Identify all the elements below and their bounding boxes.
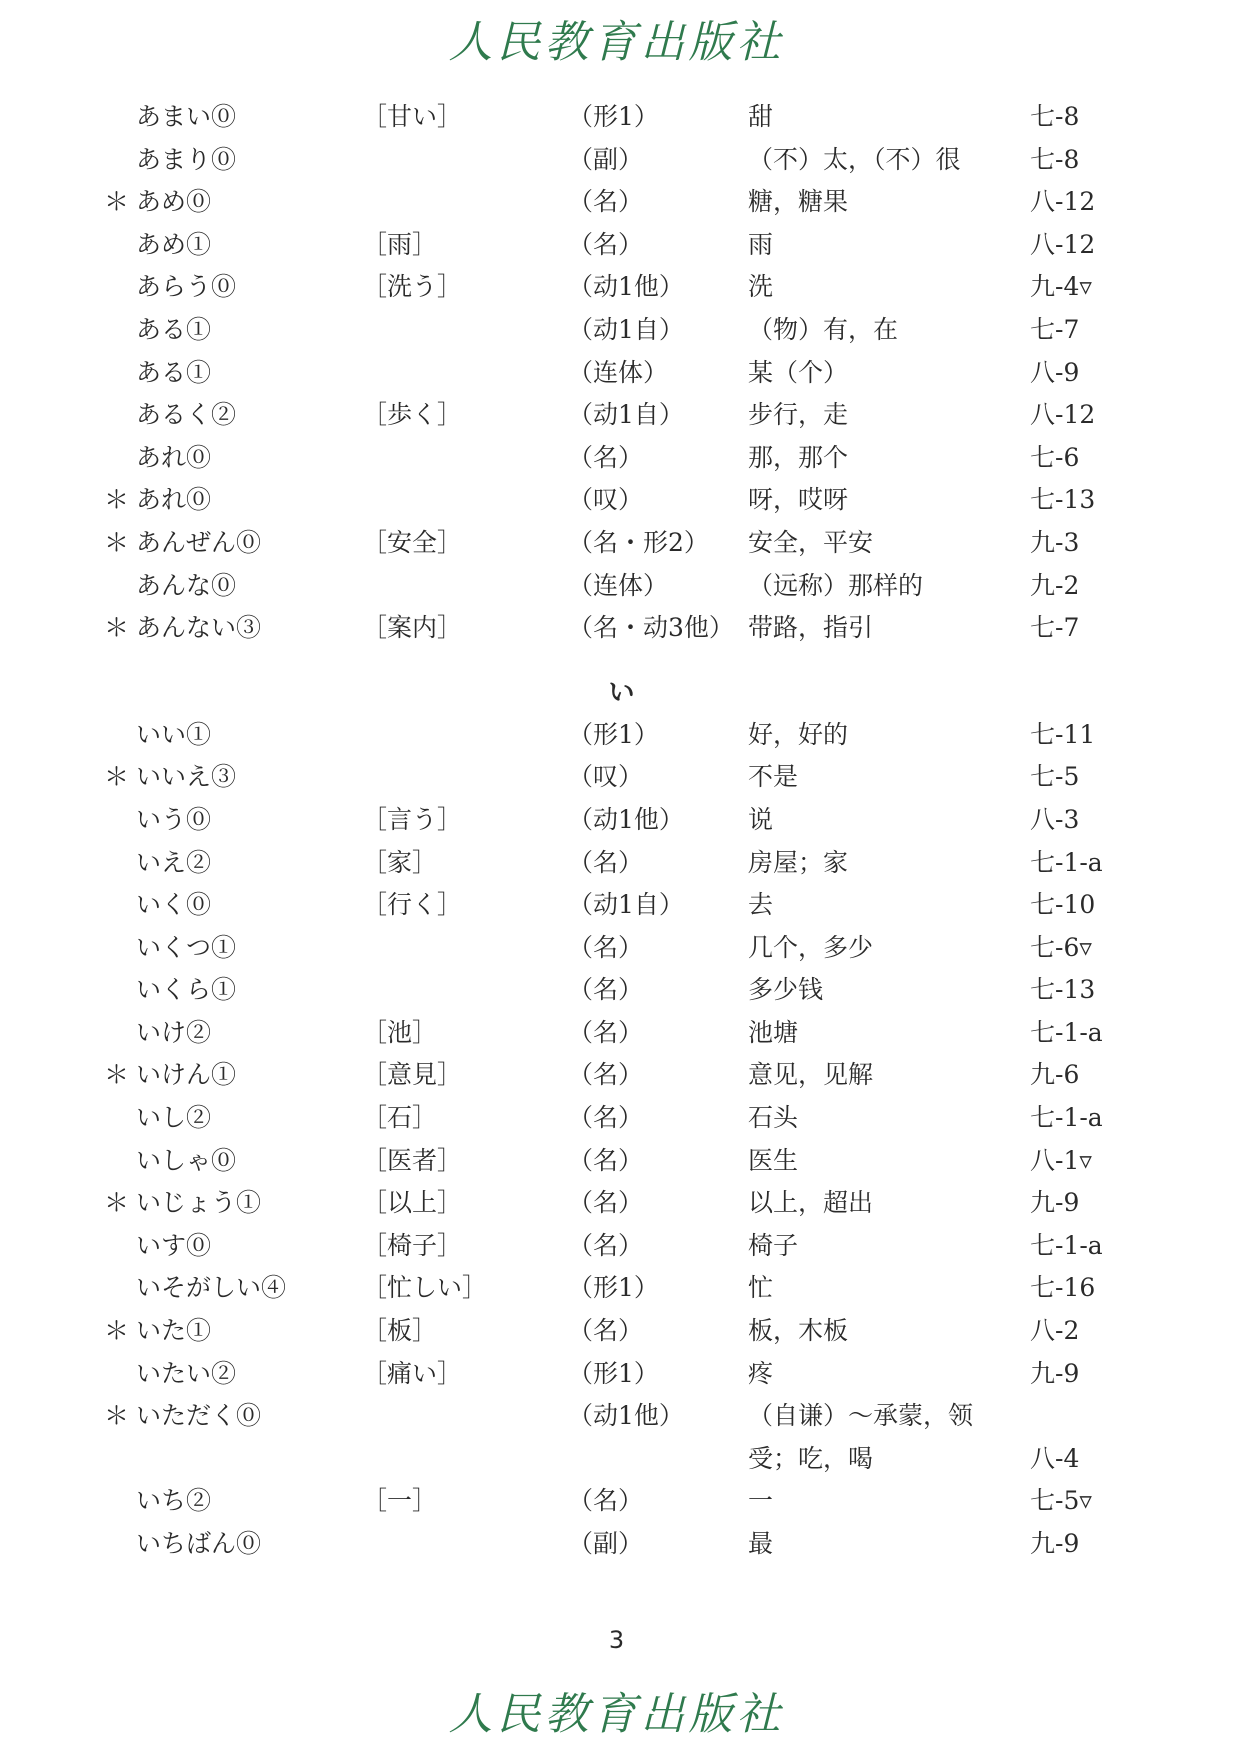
entry-lesson: 九-6 (1030, 1060, 1080, 1090)
entry-lesson: 七-5 (1030, 762, 1080, 792)
entry-meaning: 洗 (748, 272, 774, 302)
entry-meaning: 池塘 (748, 1017, 799, 1047)
entry-part-of-speech: （副） (568, 144, 644, 174)
entry-meaning: 不是 (748, 762, 799, 792)
entry-meaning: 某（个） (748, 357, 849, 387)
entry-kana: あめ① (136, 229, 212, 259)
entry-lesson: 七-7 (1030, 613, 1080, 643)
entry-lesson: 七-1-a (1030, 1103, 1103, 1133)
entry-marker: ＊ (104, 762, 130, 792)
entry-kana: ある① (136, 314, 212, 344)
entry-meaning: 呀，哎呀 (748, 485, 849, 515)
entry-lesson: 九-9 (1030, 1358, 1080, 1388)
section-heading-i: い (608, 677, 635, 708)
vocab-row (0, 1353, 1233, 1396)
entry-part-of-speech: （名） (568, 1230, 644, 1260)
entry-part-of-speech: （名） (568, 1103, 644, 1133)
entry-kana: あめ⓪ (136, 187, 212, 217)
entry-lesson: 九-4▿ (1030, 272, 1092, 302)
entry-lesson: 七-6▿ (1030, 932, 1092, 962)
entry-meaning: 好，好的 (748, 719, 849, 749)
vocab-row (0, 1182, 1233, 1225)
entry-kanji: ［板］ (362, 1316, 438, 1346)
entry-kana: あんぜん⓪ (136, 527, 262, 557)
entry-part-of-speech: （形1） (568, 1273, 659, 1303)
entry-kana: いしゃ⓪ (136, 1145, 237, 1175)
entry-meaning: 受；吃，喝 (748, 1443, 874, 1473)
page-number: 3 (608, 1626, 625, 1654)
entry-meaning: 步行，走 (748, 400, 849, 430)
entry-kana: あんな⓪ (136, 570, 237, 600)
entry-lesson: 九-2 (1030, 570, 1080, 600)
entry-meaning: （不）太，（不）很 (748, 144, 961, 174)
vocab-row (0, 1310, 1233, 1353)
entry-kana: いけん① (136, 1060, 237, 1090)
vocab-row (0, 1523, 1233, 1566)
entry-kana: いす⓪ (136, 1230, 212, 1260)
entry-meaning: 石头 (748, 1103, 799, 1133)
entry-marker: ＊ (104, 1060, 130, 1090)
entry-part-of-speech: （名） (568, 442, 644, 472)
vocab-row (0, 181, 1233, 224)
entry-marker: ＊ (104, 613, 130, 643)
entries-a-group (0, 96, 1233, 650)
entry-part-of-speech: （动1自） (568, 314, 684, 344)
entry-kana: いち② (136, 1486, 212, 1516)
entry-lesson: 八-12 (1030, 187, 1096, 217)
entry-lesson: 八-1▿ (1030, 1145, 1092, 1175)
entry-kana: いえ② (136, 847, 212, 877)
entry-kanji: ［歩く］ (362, 400, 463, 430)
vocab-row (0, 969, 1233, 1012)
entry-meaning: 医生 (748, 1145, 799, 1175)
entry-meaning: 多少钱 (748, 975, 824, 1005)
entry-lesson: 七-13 (1030, 485, 1096, 515)
entry-kanji: ［椅子］ (362, 1230, 463, 1260)
entry-part-of-speech: （名） (568, 1060, 644, 1090)
entry-kana: いう⓪ (136, 804, 212, 834)
entry-kanji: ［忙しい］ (362, 1273, 488, 1303)
entry-meaning: 安全，平安 (748, 527, 874, 557)
entry-part-of-speech: （名） (568, 1316, 644, 1346)
entry-kana: いけ② (136, 1017, 212, 1047)
entry-part-of-speech: （动1他） (568, 804, 684, 834)
entry-meaning: （自谦）～承蒙，领 (748, 1401, 974, 1431)
entry-lesson: 七-16 (1030, 1273, 1096, 1303)
entry-kanji: ［意見］ (362, 1060, 463, 1090)
entry-kana: いただく⓪ (136, 1401, 262, 1431)
entry-part-of-speech: （连体） (568, 570, 669, 600)
entry-lesson: 八-12 (1030, 400, 1096, 430)
entry-kana: いくら① (136, 975, 237, 1005)
entry-part-of-speech: （副） (568, 1529, 644, 1558)
entry-part-of-speech: （名） (568, 975, 644, 1005)
entry-kanji: ［雨］ (362, 229, 438, 259)
entry-meaning: 雨 (748, 229, 774, 259)
entry-meaning: （物）有，在 (748, 314, 899, 344)
entry-kanji: ［言う］ (362, 804, 463, 834)
entry-part-of-speech: （名） (568, 187, 644, 217)
entry-lesson: 七-1-a (1030, 1230, 1103, 1260)
entry-part-of-speech: （名） (568, 1145, 644, 1175)
vocab-row (0, 1097, 1233, 1140)
entry-lesson: 八-9 (1030, 357, 1080, 387)
entry-part-of-speech: （形1） (568, 719, 659, 749)
entry-part-of-speech: （连体） (568, 357, 669, 387)
entry-kanji: ［以上］ (362, 1188, 463, 1218)
entry-lesson: 九-3 (1030, 527, 1080, 557)
entry-kanji: ［安全］ (362, 527, 463, 557)
entry-part-of-speech: （动1自） (568, 890, 684, 920)
vocab-row (0, 565, 1233, 608)
entry-part-of-speech: （叹） (568, 485, 644, 515)
entry-lesson: 七-7 (1030, 314, 1080, 344)
entry-kana: あるく② (136, 400, 237, 430)
vocab-row (0, 352, 1233, 395)
vocab-row (0, 309, 1233, 352)
entry-kana: ある① (136, 357, 212, 387)
entry-meaning: 糖，糖果 (748, 187, 849, 217)
vocab-row (0, 927, 1233, 970)
entry-part-of-speech: （形1） (568, 1358, 659, 1388)
entry-lesson: 八-3 (1030, 804, 1080, 834)
entry-kanji: ［石］ (362, 1103, 438, 1133)
vocabulary-list (0, 96, 1233, 1566)
entry-part-of-speech: （名） (568, 1017, 644, 1047)
entry-kana: あまり⓪ (136, 144, 237, 174)
entry-part-of-speech: （动1他） (568, 272, 684, 302)
entry-part-of-speech: （名・形2） (568, 527, 709, 557)
entry-kana: あまい⓪ (136, 102, 237, 131)
entry-lesson: 八-4 (1030, 1443, 1080, 1473)
publisher-logo-bottom: 人民教育出版社 (448, 1689, 785, 1740)
entry-lesson: 七-1-a (1030, 847, 1103, 877)
entry-kana: あらう⓪ (136, 272, 237, 302)
entry-kanji: ［一］ (362, 1486, 438, 1516)
vocab-row (0, 799, 1233, 842)
vocab-row (0, 522, 1233, 565)
entry-kanji: ［甘い］ (362, 102, 463, 131)
entry-part-of-speech: （名） (568, 229, 644, 259)
entry-kanji: ［痛い］ (362, 1358, 463, 1388)
vocab-row (0, 756, 1233, 799)
entry-marker: ＊ (104, 1316, 130, 1346)
vocab-row (0, 714, 1233, 757)
entry-part-of-speech: （名） (568, 932, 644, 962)
entry-meaning: 椅子 (748, 1230, 799, 1260)
entry-meaning: 疼 (748, 1358, 774, 1388)
vocab-row (0, 139, 1233, 182)
entries-i-group (0, 714, 1233, 1566)
vocab-row (0, 1012, 1233, 1055)
entry-meaning: 板，木板 (748, 1316, 849, 1346)
vocab-row (0, 1140, 1233, 1183)
entry-lesson: 七-6 (1030, 442, 1080, 472)
entry-part-of-speech: （形1） (568, 102, 659, 131)
entry-meaning: 甜 (748, 102, 774, 131)
entry-kana: いそがしい④ (136, 1273, 287, 1303)
entry-kanji: ［行く］ (362, 890, 463, 920)
entry-meaning: （远称）那样的 (748, 570, 924, 600)
entry-kana: いい① (136, 719, 212, 749)
entry-marker: ＊ (104, 1401, 130, 1431)
entry-kanji: ［案内］ (362, 613, 463, 643)
vocab-row (0, 1225, 1233, 1268)
entry-kana: いし② (136, 1103, 212, 1133)
vocab-row (0, 1267, 1233, 1310)
vocab-row (0, 394, 1233, 437)
entry-meaning: 带路，指引 (748, 613, 874, 643)
entry-meaning: 房屋；家 (748, 847, 849, 877)
entry-marker: ＊ (104, 187, 130, 217)
entry-part-of-speech: （名） (568, 1486, 644, 1516)
entry-part-of-speech: （动1他） (568, 1401, 684, 1431)
entry-part-of-speech: （名） (568, 1188, 644, 1218)
entry-lesson: 七-5▿ (1030, 1486, 1092, 1516)
entry-meaning: 以上，超出 (748, 1188, 874, 1218)
vocab-row (0, 1395, 1233, 1438)
entry-kana: いたい② (136, 1358, 237, 1388)
vocab-row (0, 479, 1233, 522)
entry-kana: あれ⓪ (136, 442, 212, 472)
entry-lesson: 八-2 (1030, 1316, 1080, 1346)
entry-lesson: 九-9 (1030, 1188, 1080, 1218)
entry-meaning: 忙 (748, 1273, 774, 1303)
entry-marker: ＊ (104, 527, 130, 557)
vocab-row (0, 224, 1233, 267)
entry-meaning: 那，那个 (748, 442, 849, 472)
entry-kana: いちばん⓪ (136, 1529, 262, 1558)
entry-kanji: ［洗う］ (362, 272, 463, 302)
entry-part-of-speech: （动1自） (568, 400, 684, 430)
section-gap (0, 650, 1233, 672)
vocab-row (0, 1054, 1233, 1097)
entry-kanji: ［医者］ (362, 1145, 463, 1175)
entry-meaning: 几个，多少 (748, 932, 874, 962)
entry-part-of-speech: （名） (568, 847, 644, 877)
entry-marker: ＊ (104, 1188, 130, 1218)
vocab-row (0, 96, 1233, 139)
publisher-logo-top: 人民教育出版社 (448, 17, 785, 68)
entry-meaning: 说 (748, 804, 774, 834)
entry-kanji: ［池］ (362, 1017, 438, 1047)
entry-lesson: 七-8 (1030, 144, 1080, 174)
entry-lesson: 七-13 (1030, 975, 1096, 1005)
entry-lesson: 七-10 (1030, 890, 1096, 920)
vocab-row (0, 266, 1233, 309)
vocab-row (0, 1480, 1233, 1523)
entry-lesson: 八-12 (1030, 229, 1096, 259)
entry-kana: あれ⓪ (136, 485, 212, 515)
entry-kana: あんない③ (136, 613, 262, 643)
vocab-row (0, 1438, 1233, 1481)
entry-meaning: 一 (748, 1486, 774, 1516)
entry-meaning: 去 (748, 890, 774, 920)
entry-kana: いく⓪ (136, 890, 212, 920)
vocab-row (0, 884, 1233, 927)
entry-kana: いくつ① (136, 932, 237, 962)
entry-lesson: 七-1-a (1030, 1017, 1103, 1047)
vocab-row (0, 607, 1233, 650)
entry-meaning: 最 (748, 1529, 774, 1558)
entry-marker: ＊ (104, 485, 130, 515)
entry-part-of-speech: （叹） (568, 762, 644, 792)
entry-kana: いいえ③ (136, 762, 237, 792)
vocab-row (0, 437, 1233, 480)
entry-lesson: 七-8 (1030, 102, 1080, 131)
entry-meaning: 意见，见解 (748, 1060, 874, 1090)
entry-lesson: 九-9 (1030, 1529, 1080, 1558)
vocab-row (0, 842, 1233, 885)
entry-kanji: ［家］ (362, 847, 438, 877)
entry-part-of-speech: （名・动3他） (568, 613, 734, 643)
entry-kana: いた① (136, 1316, 212, 1346)
entry-lesson: 七-11 (1030, 719, 1096, 749)
entry-kana: いじょう① (136, 1188, 262, 1218)
